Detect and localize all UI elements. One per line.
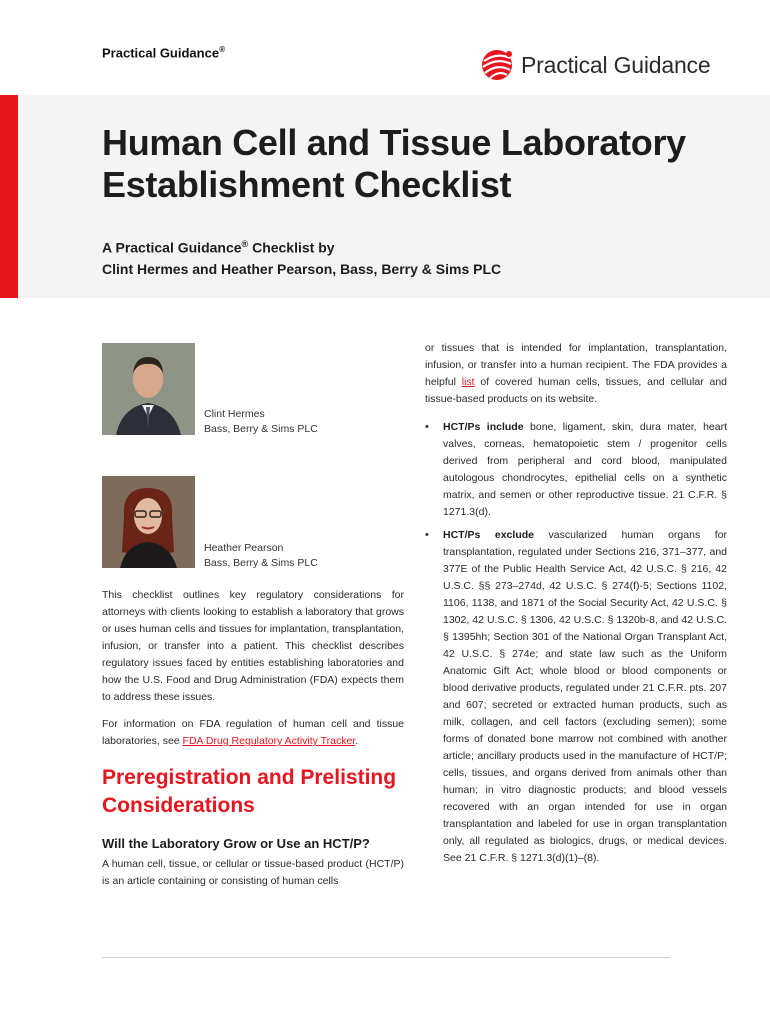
- author-photo-heather-pearson: [102, 476, 195, 568]
- bullet-lead: HCT/Ps exclude: [443, 529, 534, 541]
- author-firm: Bass, Berry & Sims PLC: [204, 423, 318, 435]
- registered-mark: ®: [219, 45, 225, 54]
- logo-globe-icon: [480, 48, 514, 82]
- logo-wordmark: Practical Guidance: [521, 51, 711, 78]
- author-photo-clint-hermes: [102, 343, 195, 435]
- bullet-text: vascularized human organs for transplantation, regulated under Sections 216, 371–377, and 377E of the Public Health Service Act, 42 U.S.C. § 216, 42 U.S.C. §§ 273–274d, 42 U.S.C. § 274(f)-5; Sections 1102, 1106, 1138, and 1871 of the Social Security Act, 42 U.S.C. § 1302, 42 U.S.C. § 1306, 42 U.S.C. § 1320b-8, and 42 U.S.C. § 1395hh; Section 301 of the National Organ Transplant Act, 42 U.S.C. § 274e; and state law such as the Uniform Anatomic Gift Act; whole blood or blood components or blood derivative products, regulated under 21 C.F.R. pts. 207 and 607; secreted or extracted human products, such as milk, collagen, and cell factors (excluding semen); some forms of donated bone marrow not combined with another article; ancillary products used in the manufacture of HCT/P; cells, tissues, and organs derived from animals other than human; in vitro diagnostic products; and blood vessels recovered with an organ intended for use in organ transplantation and labeled for use in organ transplantation only, all regulated as biologics, drugs, or medical devices. See 21 C.F.R. § 1271.3(d)(1)–(8).: [443, 529, 727, 864]
- accent-bar: [0, 95, 18, 298]
- document-title: Human Cell and Tissue Laboratory Establishment Checklist: [102, 122, 686, 205]
- author-firm: Bass, Berry & Sims PLC: [204, 557, 318, 569]
- practical-guidance-logo: [480, 48, 710, 82]
- subtitle-line-1: A Practical Guidance® Checklist by: [102, 239, 335, 256]
- hctp-continuation-paragraph: or tissues that is intended for implantation, transplantation, infusion, or transfer into a human recipient. The FDA provides a helpful list of covered human cells, tissues, and cellular and tissue-based products on its website.: [425, 342, 728, 405]
- document-subtitle: [102, 234, 702, 280]
- bullet-hctp-exclude: [425, 527, 727, 867]
- fda-tracker-link[interactable]: FDA Drug Regulatory Activity Tracker: [182, 735, 356, 747]
- tracker-paragraph: For information on FDA regulation of human cell and tissue laboratories, see FDA Drug Regulatory Activity Tracker.: [102, 718, 404, 747]
- covered-products-list-link[interactable]: list: [461, 376, 475, 388]
- bullet-dot-icon: •: [425, 529, 429, 541]
- author-caption-2: [204, 541, 318, 571]
- author-caption-1: [204, 407, 318, 437]
- bullet-text: bone, ligament, skin, dura mater, heart valves, corneas, hematopoietic stem / progenitor cells derived from peripheral and cord blood, manipulated autologous chondrocytes, epithelial cells on a synthetic matrix, and semen or other reproductive tissue. 21 C.F.R. § 1271.3(d).: [443, 421, 727, 518]
- intro-paragraph: This checklist outlines key regulatory considerations for attorneys with clients looking to establish a laboratory that grows or uses human cells and tissues for implantation, transplantation, infusion, or transfer into a patient. This checklist describes regulatory issues faced by entities establishing laboratories and how the U.S. Food and Drug Administration (FDA) expects them to address these issues.: [102, 589, 404, 703]
- author-name: Clint Hermes: [204, 408, 265, 420]
- bullet-hctp-include: [425, 419, 727, 521]
- top-brand-text: Practical Guidance: [102, 45, 220, 61]
- bullet-lead: HCT/Ps include: [443, 421, 524, 433]
- footer-divider: [102, 957, 670, 958]
- subtitle-line-2: Clint Hermes and Heather Pearson, Bass, Berry & Sims PLC: [102, 260, 502, 277]
- author-name: Heather Pearson: [204, 542, 284, 554]
- top-brand-label: [102, 45, 225, 60]
- section-subheading: Will the Laboratory Grow or Use an HCT/P?: [102, 836, 370, 851]
- bullet-dot-icon: •: [425, 421, 429, 433]
- hctp-definition-paragraph: A human cell, tissue, or cellular or tissue-based product (HCT/P) is an article containing or consisting of human cells: [102, 858, 404, 887]
- section-heading: Preregistration and Prelisting Considerations: [102, 766, 397, 817]
